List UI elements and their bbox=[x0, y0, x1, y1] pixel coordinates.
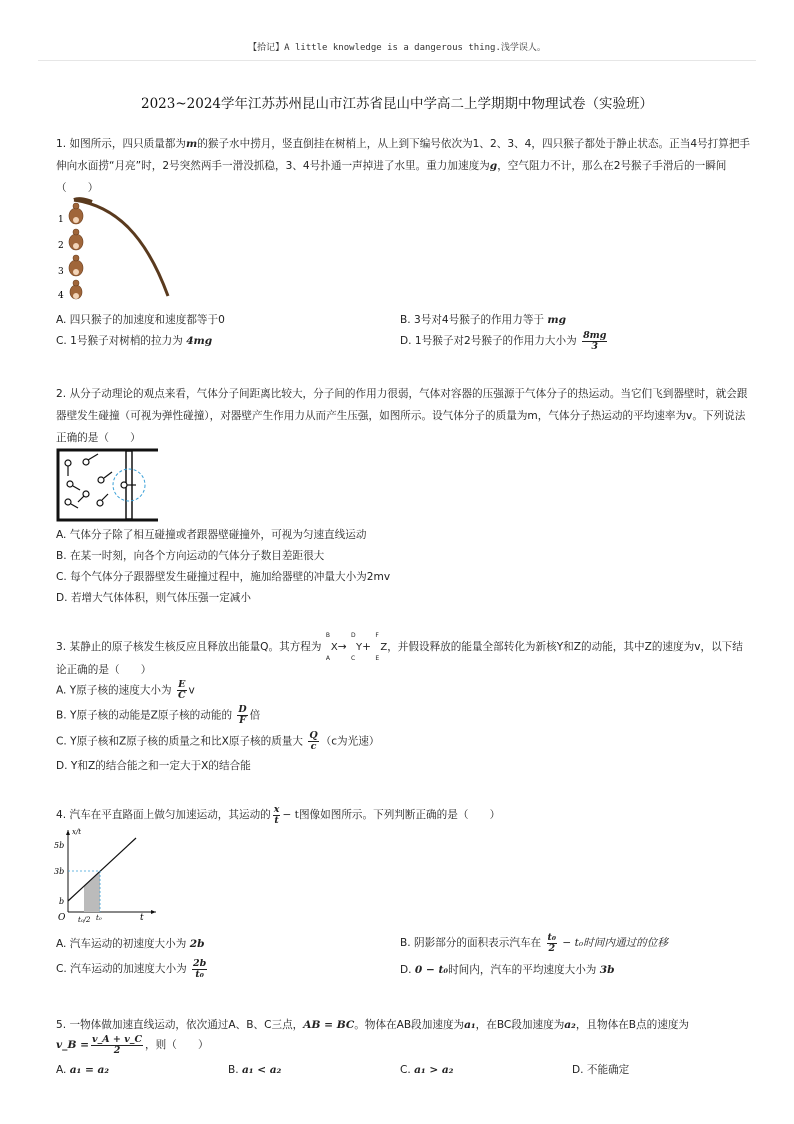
q3-option-c[interactable]: C. Y原子核和Z原子核的质量之和比X原子核的质量大 $\frac{Q}{c}$ （c为光速） bbox=[56, 730, 380, 752]
q1-option-a[interactable]: A. 四只猴子的加速度和速度都等于0 bbox=[56, 314, 225, 326]
q2-gas-container-figure bbox=[56, 448, 160, 522]
q1-option-b[interactable]: B. 3号对4号猴子的作用力等于 mg bbox=[400, 314, 567, 326]
q4-xt-graph bbox=[52, 826, 162, 932]
monkey-label-1: 1 bbox=[58, 215, 64, 225]
q2-stem: 2. 从分子动理论的观点来看，气体分子间距离比较大，分子间的作用力很弱，气体对容器的压强源于气体分子的热运动。当它们飞到器壁时，就会跟 器壁发生碰撞（可视为弹性碰撞），对器壁产生作用力从而产生压强，如图所示。设气体分子的质量为m，气体分子热运动的平均速率为v。下列说法 正确的是（ ） bbox=[56, 388, 748, 444]
monkey-label-2: 2 bbox=[58, 241, 64, 251]
q4-option-b[interactable]: B. 阴影部分的面积表示汽车在 $\frac{\text{t₀}}{2}$ − t₀时间内通过的位移 bbox=[400, 931, 668, 954]
q4-stem: 4. 汽车在平直路面上做匀加速运动，其运动的 $\frac{x}{t}$ − t图像如图所示。下列判断正确的是（ ） bbox=[56, 803, 501, 826]
q1-monkey-figure bbox=[56, 196, 176, 306]
graph-y-tick-3b: 3b bbox=[54, 867, 65, 876]
q5-stem-line2: v_B = $\frac{v\_A + v\_C}{2}$ ，则（ ） bbox=[56, 1033, 209, 1056]
q1-option-c[interactable]: C. 1号猴子对树梢的拉力为 4mg bbox=[56, 335, 213, 347]
q4-option-c[interactable]: C. 汽车运动的加速度大小为 $\frac{2b}{\text{t₀}}$ bbox=[56, 957, 207, 980]
q1-option-d[interactable]: D. 1号猴子对2号猴子的作用力大小为 $\frac{8mg}{3}$ bbox=[400, 329, 607, 352]
graph-origin: O bbox=[58, 913, 66, 923]
q2-option-b[interactable]: B. 在某一时刻，向各个方向运动的气体分子数目差距很大 bbox=[56, 550, 325, 562]
graph-x-axis-label: t bbox=[140, 913, 144, 923]
page-title: 2023~2024学年江苏苏州昆山市江苏省昆山中学高二上学期期中物理试卷（实验班） bbox=[140, 96, 654, 112]
q5-option-b[interactable]: B. a₁ < a₂ bbox=[228, 1064, 282, 1076]
monkey-label-4: 4 bbox=[58, 291, 64, 301]
q5-option-c[interactable]: C. a₁ > a₂ bbox=[400, 1064, 454, 1076]
graph-x-tick-half-t0: t₀/2 bbox=[78, 916, 91, 924]
q3-option-d[interactable]: D. Y和Z的结合能之和一定大于X的结合能 bbox=[56, 760, 251, 772]
q4-option-a[interactable]: A. 汽车运动的初速度大小为 2b bbox=[56, 938, 205, 950]
q4-option-d[interactable]: D. 0 − t₀时间内，汽车的平均速度大小为 3b bbox=[400, 964, 615, 976]
q2-option-c[interactable]: C. 每个气体分子跟器壁发生碰撞过程中，施加给器壁的冲量大小为2mv bbox=[56, 571, 391, 583]
q3-option-b[interactable]: B. Y原子核的动能是Z原子核的动能的 $\frac{D}{F}$ 倍 bbox=[56, 704, 261, 726]
graph-y-axis-label: x/t bbox=[72, 828, 82, 836]
q5-option-a[interactable]: A. a₁ = a₂ bbox=[56, 1064, 110, 1076]
q3-stem: 3. 某静止的原子核发生核反应且释放出能量Q。其方程为 B A X→ D C Y+ F E Z，并假设释放的能量全部转化为新核Y和Z的动能，其中Z的速度为v，以下结 论正确的是（ ） bbox=[56, 632, 743, 676]
graph-x-tick-t0: t₀ bbox=[96, 914, 102, 922]
monkey-label-3: 3 bbox=[58, 267, 64, 277]
q5-option-d[interactable]: D. 不能确定 bbox=[572, 1064, 630, 1076]
q2-option-a[interactable]: A. 气体分子除了相互碰撞或者跟器壁碰撞外，可视为匀速直线运动 bbox=[56, 529, 367, 541]
graph-y-tick-5b: 5b bbox=[54, 841, 65, 850]
graph-y-tick-b: b bbox=[59, 897, 65, 906]
header-note: 【拾记】A little knowledge is a dangerous thing.浅学误人。 bbox=[248, 43, 546, 53]
q3-option-a[interactable]: A. Y原子核的速度大小为 $\frac{E}{C}$ v bbox=[56, 679, 195, 701]
q2-option-d[interactable]: D. 若增大气体体积，则气体压强一定减小 bbox=[56, 592, 251, 604]
q1-stem: 1. 如图所示，四只质量都为m的猴子水中捞月，竖直倒挂在树梢上，从上到下编号依次为1、2、3、4，四只猴子都处于静止状态。正当4号打算把手 伸向水面捞“月亮”时，2号突然两手一滑没抓稳，3、4号扑通一声掉进了水里。重力加速度为g，空气阻力不计，那么在2号猴子手滑后的一瞬间 （ ） bbox=[56, 138, 751, 194]
q5-stem-line1: 5. 一物体做加速直线运动，依次通过A、B、C三点，AB = BC。物体在AB段加速度为a₁，在BC段加速度为a₂，且物体在B点的速度为 bbox=[56, 1019, 690, 1031]
header-divider bbox=[38, 60, 756, 61]
